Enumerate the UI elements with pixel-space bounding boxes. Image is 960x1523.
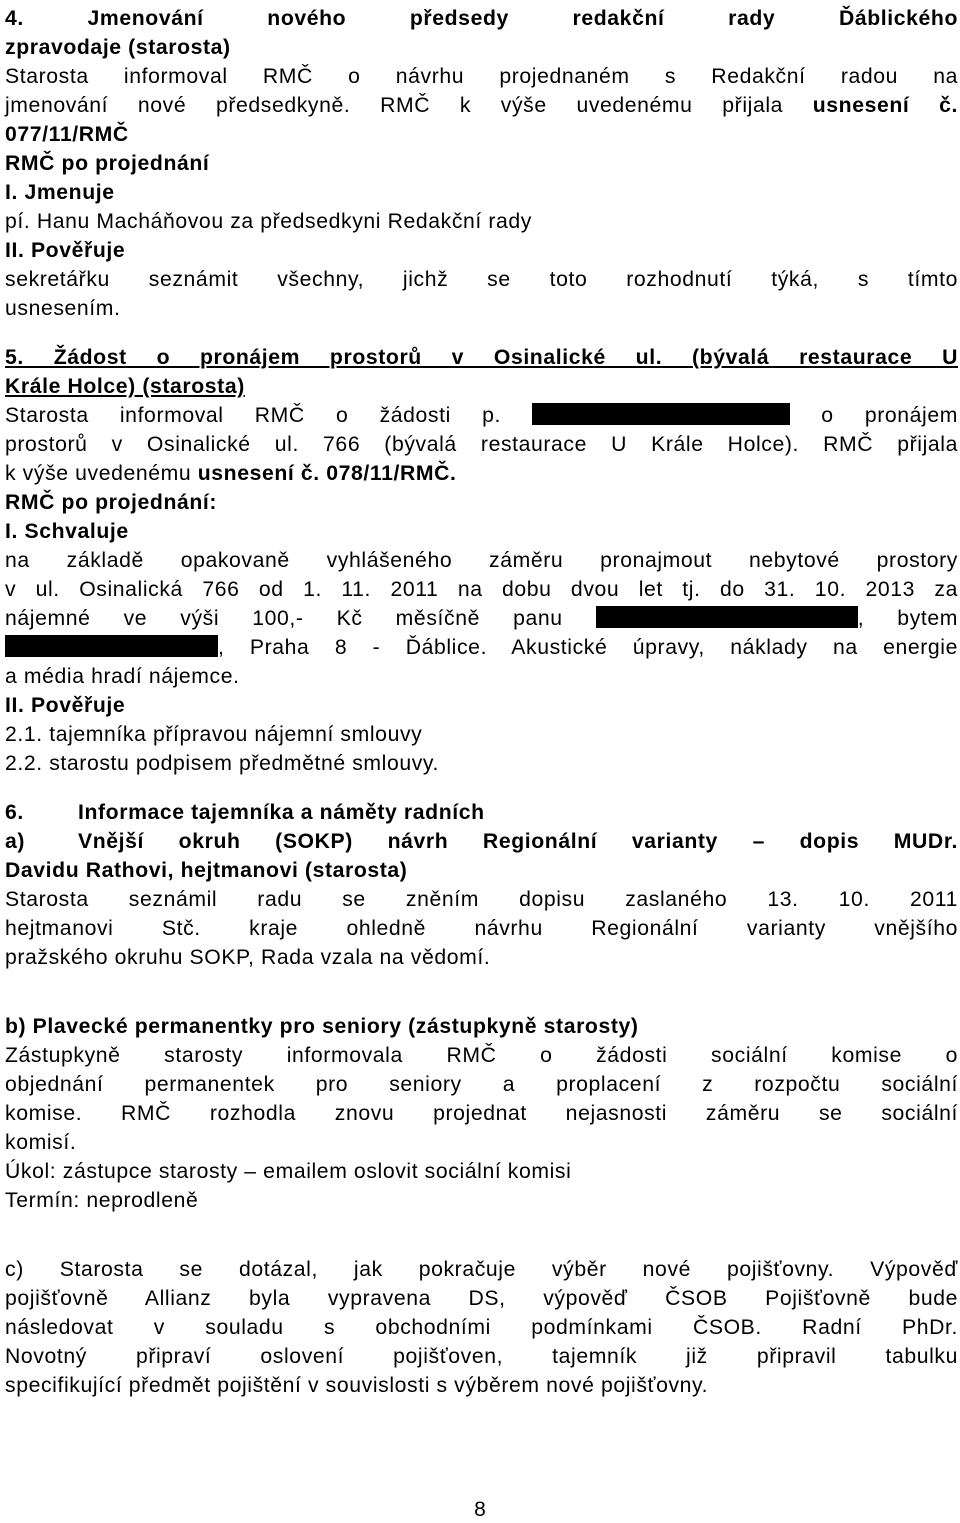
section-5-heading-line2: Krále Holce) (starosta) bbox=[5, 375, 245, 398]
subsection-a-line3: pražského okruhu SOKP, Rada vzala na vědomí. bbox=[5, 946, 491, 969]
subsection-b-deadline: Termín: neprodleně bbox=[5, 1189, 199, 1212]
subsection-c-line5: specifikující předmět pojištění v souvislosti s výběrem nové pojišťovny. bbox=[5, 1374, 709, 1397]
resolution-number-cont: 077/11/RMČ bbox=[5, 123, 129, 146]
section-4-paragraph-line1: Starosta informoval RMČ o návrhu projednaném s Redakční radou na bbox=[5, 65, 958, 88]
resolution-point-i-line2: v ul. Osinalická 766 od 1. 11. 2011 na dobu dvou let tj. do 31. 10. 2013 za bbox=[5, 578, 958, 601]
subsection-c-line3: následovat v souladu s obchodními podmínkami ČSOB. Radní PhDr. bbox=[5, 1316, 958, 1339]
resolution-point-ii-item2: 2.2. starostu podpisem předmětné smlouvy. bbox=[5, 752, 440, 775]
document-page bbox=[5, 4, 958, 1400]
resolution-point-i-line1: na základě opakovaně vyhlášeného záměru pronajmout nebytové prostory bbox=[5, 549, 958, 572]
section-5-paragraph-line3: k výše uvedenému usnesení č. 078/11/RMČ. bbox=[5, 462, 457, 485]
section-4-heading-line1: 4. Jmenování nového předsedy redakční rady Ďáblického bbox=[5, 7, 958, 30]
resolution-point-i-label: I. Jmenuje bbox=[5, 181, 115, 204]
resolution-point-i-label: I. Schvaluje bbox=[5, 520, 129, 543]
subsection-a-line2: hejtmanovi Stč. kraje ohledně návrhu Regionální varianty vnějšího bbox=[5, 917, 958, 940]
resolution-number: usnesení č. bbox=[812, 94, 958, 117]
resolution-point-ii-label: II. Pověřuje bbox=[5, 694, 126, 717]
subsection-c-line1: c) Starosta se dotázal, jak pokračuje výběr nové pojišťovny. Výpověď bbox=[5, 1258, 958, 1281]
resolution-point-i-line4: , Praha 8 - Ďáblice. Akustické úpravy, náklady na energie bbox=[5, 633, 958, 662]
after-discussion-label: RMČ po projednání bbox=[5, 152, 210, 175]
subsection-b-heading: b) Plavecké permanentky pro seniory (zástupkyně starosty) bbox=[5, 1015, 639, 1038]
redacted-name bbox=[596, 606, 858, 628]
subsection-b-task: Úkol: zástupce starosty – emailem oslovit sociální komisi bbox=[5, 1160, 572, 1183]
redacted-address bbox=[5, 635, 218, 657]
spacer bbox=[5, 323, 958, 343]
spacer bbox=[5, 1215, 958, 1255]
subsection-b-line3: komise. RMČ rozhodla znovu projednat nejasnosti záměru se sociální bbox=[5, 1102, 958, 1125]
subsection-a-heading-line2: Davidu Rathovi, hejtmanovi (starosta) bbox=[5, 859, 408, 882]
section-5-paragraph-line1: Starosta informoval RMČ o žádosti p. o pronájem bbox=[5, 404, 958, 427]
section-5-paragraph-line2: prostorů v Osinalické ul. 766 (bývalá restaurace U Krále Holce). RMČ přijala bbox=[5, 433, 958, 456]
subsection-b-line4: komisí. bbox=[5, 1131, 77, 1154]
spacer bbox=[5, 778, 958, 798]
subsection-c-line2: pojišťovně Allianz byla vypravena DS, výpověď ČSOB Pojišťovně bude bbox=[5, 1287, 958, 1310]
section-4-heading-line2: zpravodaje (starosta) bbox=[5, 36, 231, 59]
redacted-name bbox=[532, 403, 790, 425]
section-5-heading-line1: 5. Žádost o pronájem prostorů v Osinalické ul. (bývalá restaurace U bbox=[5, 346, 958, 369]
resolution-point-ii-item1: 2.1. tajemníka přípravou nájemní smlouvy bbox=[5, 723, 423, 746]
resolution-point-ii-label: II. Pověřuje bbox=[5, 239, 126, 262]
resolution-point-i-text: pí. Hanu Macháňovou za předsedkyni Redakční rady bbox=[5, 210, 532, 233]
section-6 bbox=[5, 798, 958, 1400]
spacer bbox=[5, 972, 958, 1012]
resolution-point-ii-text-line2: usnesením. bbox=[5, 297, 121, 320]
section-4 bbox=[5, 4, 958, 323]
page-number: 8 bbox=[474, 1498, 486, 1521]
section-6-heading: 6. Informace tajemníka a náměty radních bbox=[5, 801, 485, 824]
resolution-point-i-line3: nájemné ve výši 100,- Kč měsíčně panu , bytem bbox=[5, 607, 959, 630]
subsection-b-line1: Zástupkyně starosty informovala RMČ o žádosti sociální komise o bbox=[5, 1044, 958, 1067]
resolution-point-i-line5: a média hradí nájemce. bbox=[5, 665, 240, 688]
resolution-number: usnesení č. 078/11/RMČ. bbox=[197, 462, 457, 485]
section-5 bbox=[5, 343, 958, 778]
subsection-a-line1: Starosta seznámil radu se zněním dopisu zaslaného 13. 10. 2011 bbox=[5, 888, 958, 911]
subsection-a-heading-line1: a) Vnější okruh (SOKP) návrh Regionální varianty – dopis MUDr. bbox=[5, 830, 958, 853]
section-4-paragraph-line2: jmenování nové předsedkyně. RMČ k výše uvedenému přijala usnesení č. bbox=[5, 94, 958, 117]
subsection-b-line2: objednání permanentek pro seniory a proplacení z rozpočtu sociální bbox=[5, 1073, 958, 1096]
subsection-c-line4: Novotný připraví oslovení pojišťoven, tajemník již připravil tabulku bbox=[5, 1345, 958, 1368]
resolution-point-ii-text-line1: sekretářku seznámit všechny, jichž se toto rozhodnutí týká, s tímto bbox=[5, 268, 958, 291]
after-discussion-label: RMČ po projednání: bbox=[5, 491, 218, 514]
